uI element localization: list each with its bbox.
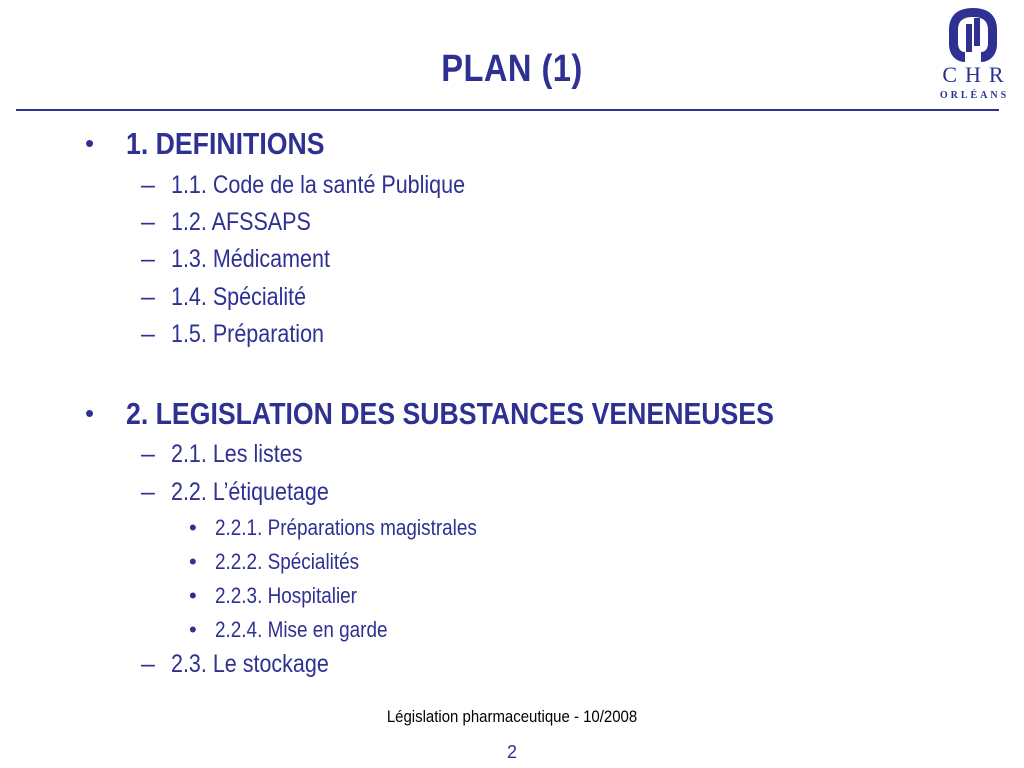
- dash-icon: –: [141, 440, 155, 468]
- dash-icon: –: [141, 650, 155, 678]
- list-item-label: 1.1. Code de la santé Publique: [171, 171, 466, 199]
- list-item-label: 1.2. AFSSAPS: [171, 208, 311, 236]
- page-number: 2: [506, 742, 517, 762]
- dash-icon: –: [141, 208, 155, 236]
- section-heading-label: 2. LEGISLATION DES SUBSTANCES VENENEUSES: [126, 396, 774, 431]
- section-heading-label: 1. DEFINITIONS: [126, 126, 325, 161]
- logo-subtitle: ORLÉANS: [939, 90, 1010, 101]
- dash-icon: –: [141, 245, 155, 273]
- list-item-label: 1.5. Préparation: [171, 320, 324, 348]
- list-item-label: 2.2. L’étiquetage: [171, 478, 329, 506]
- slide-title: PLAN (1): [441, 48, 583, 90]
- logo-name: CHR: [942, 62, 1012, 87]
- chr-logo-icon: [943, 6, 1003, 64]
- dash-icon: –: [141, 320, 155, 348]
- bullet-icon: •: [85, 398, 95, 428]
- sub-list-item-label: 2.2.1. Préparations magistrales: [215, 515, 477, 540]
- sub-list-item-label: 2.2.4. Mise en garde: [215, 617, 388, 642]
- dash-icon: –: [141, 171, 155, 199]
- dash-icon: –: [141, 478, 155, 506]
- dash-icon: –: [141, 283, 155, 311]
- chr-orleans-logo: [930, 6, 1016, 102]
- list-item-label: 1.3. Médicament: [171, 245, 330, 273]
- bullet-icon: •: [189, 549, 197, 574]
- bullet-icon: •: [189, 583, 197, 608]
- slide-footer: Législation pharmaceutique - 10/2008: [386, 707, 638, 726]
- sub-list-item-label: 2.2.2. Spécialités: [215, 549, 360, 574]
- list-item-label: 2.1. Les listes: [171, 440, 303, 468]
- list-item-label: 1.4. Spécialité: [171, 283, 307, 311]
- bullet-icon: •: [85, 128, 95, 158]
- title-divider: [16, 109, 999, 111]
- bullet-icon: •: [189, 617, 197, 642]
- bullet-icon: •: [189, 515, 197, 540]
- list-item-label: 2.3. Le stockage: [171, 650, 329, 678]
- sub-list-item-label: 2.2.3. Hospitalier: [215, 583, 357, 608]
